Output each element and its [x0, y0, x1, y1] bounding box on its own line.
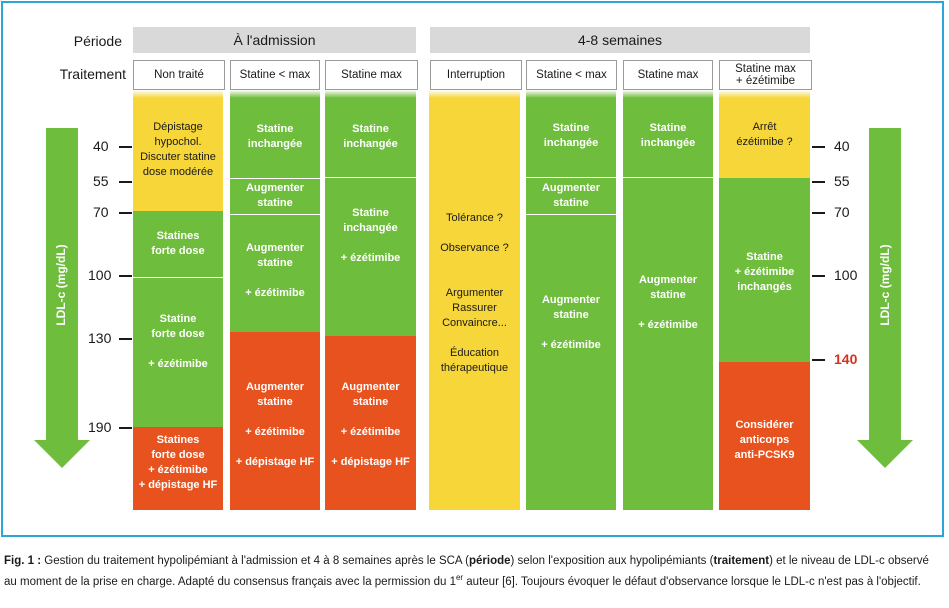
fade-col-4	[429, 90, 520, 98]
left-tick-line-100	[119, 275, 132, 277]
treatment-label: Traitement	[59, 66, 126, 82]
right-tick-140: 140	[834, 351, 858, 367]
left-axis-label: LDL-c (mg/dL)	[54, 244, 68, 326]
left-tick-line-70	[119, 212, 132, 214]
treatment-statine-max-admission: Statine max	[325, 60, 418, 90]
right-tick-line-70	[812, 212, 825, 214]
left-ldl-arrow	[34, 128, 90, 468]
cell-sousmax-adm-hf: Augmenter statine + ézétimibe + dépistage HF	[230, 332, 320, 510]
cell-maxeze-arret: Arrêt ézétimibe ?	[719, 98, 810, 178]
caption-text-1: Gestion du traitement hypolipémiant à l'admission et 4 à 8 semaines après le SCA (	[41, 555, 469, 567]
right-tick-line-140	[812, 359, 825, 361]
left-tick-line-55	[119, 181, 132, 183]
fade-col-6	[623, 90, 713, 98]
left-tick-100: 100	[88, 267, 112, 283]
left-tick-130: 130	[88, 330, 112, 346]
caption-text-4: auteur [6]. Toujours évoquer le défaut d'observance lorsque le LDL-c n'est pas à l'objectif.	[463, 575, 921, 588]
cell-sousmax-adm-augmenter: Augmenter statine	[230, 178, 320, 214]
right-tick-line-55	[812, 181, 825, 183]
fade-col-2	[230, 90, 320, 98]
caption-label: Fig. 1 :	[4, 555, 42, 567]
right-tick-line-100	[812, 275, 825, 277]
right-axis-label: LDL-c (mg/dL)	[878, 244, 892, 326]
left-tick-70: 70	[93, 204, 109, 220]
cell-nontraite-40: Dépistage hypochol. Discuter statine dose modérée	[133, 98, 223, 211]
cell-sousmax-fu-ezetimibe: Augmenter statine + ézétimibe	[526, 214, 616, 510]
left-tick-55: 55	[93, 173, 109, 189]
fade-col-3	[325, 90, 416, 98]
left-tick-190: 190	[88, 419, 112, 435]
caption-superscript: er	[455, 572, 464, 582]
period-label: Période	[73, 33, 122, 49]
caption-text-3: ) et le niveau de LDL-c observé au moment de la prise en charge. Adapté du consensus français avec la permission du 1	[4, 555, 929, 588]
cell-sousmax-adm-inchangee: Statine inchangée	[230, 98, 320, 178]
right-tick-70: 70	[834, 204, 850, 220]
right-tick-line-40	[812, 146, 825, 148]
cell-max-fu-inchangee: Statine inchangée	[623, 98, 713, 177]
treatment-statine-max-ezetimibe: Statine max + ézétimibe	[719, 60, 812, 90]
right-ldl-arrow	[857, 128, 913, 468]
treatment-statine-max-followup: Statine max	[623, 60, 713, 90]
left-tick-line-40	[119, 146, 132, 148]
cell-max-adm-hf: Augmenter statine + ézétimibe + dépistage HF	[325, 336, 416, 510]
cell-interruption: Tolérance ? Observance ? Argumenter Rassurer Convaincre... Éducation thérapeutique	[429, 98, 520, 510]
figure-caption	[4, 554, 944, 590]
cell-sousmax-fu-inchangee: Statine inchangée	[526, 98, 616, 177]
treatment-non-traite: Non traité	[133, 60, 225, 90]
cell-max-adm-ezetimibe: Statine inchangée + ézétimibe	[325, 177, 416, 336]
treatment-statine-sous-max-followup: Statine < max	[526, 60, 617, 90]
right-tick-100: 100	[834, 267, 858, 283]
treatment-statine-sous-max-admission: Statine < max	[230, 60, 320, 90]
cell-maxeze-pcsk9: Considérer anticorps anti-PCSK9	[719, 362, 810, 510]
period-admission: À l'admission	[133, 27, 416, 53]
treatment-interruption: Interruption	[430, 60, 522, 90]
period-followup: 4-8 semaines	[430, 27, 810, 53]
cell-nontraite-190: Statines forte dose + ézétimibe + dépistage HF	[133, 427, 223, 510]
cell-max-fu-ezetimibe: Augmenter statine + ézétimibe	[623, 177, 713, 510]
cell-maxeze-inchanges: Statine + ézétimibe inchangés	[719, 178, 810, 362]
right-tick-55: 55	[834, 173, 850, 189]
cell-nontraite-70: Statines forte dose	[133, 211, 223, 277]
caption-text-2: ) selon l'exposition aux hypolipémiants (	[510, 555, 714, 567]
left-tick-line-190	[119, 427, 132, 429]
left-tick-line-130	[119, 338, 132, 340]
cell-sousmax-fu-augmenter: Augmenter statine	[526, 177, 616, 214]
fade-col-1	[133, 90, 223, 98]
fade-col-5	[526, 90, 616, 98]
caption-bold-traitement: traitement	[713, 555, 770, 567]
right-tick-40: 40	[834, 138, 850, 154]
left-tick-40: 40	[93, 138, 109, 154]
cell-max-adm-inchangee: Statine inchangée	[325, 98, 416, 177]
cell-nontraite-100: Statine forte dose + ézétimibe	[133, 277, 223, 427]
cell-sousmax-adm-augmenter-ezetimibe: Augmenter statine + ézétimibe	[230, 214, 320, 332]
caption-bold-periode: période	[468, 555, 511, 567]
fade-col-7	[719, 90, 810, 98]
